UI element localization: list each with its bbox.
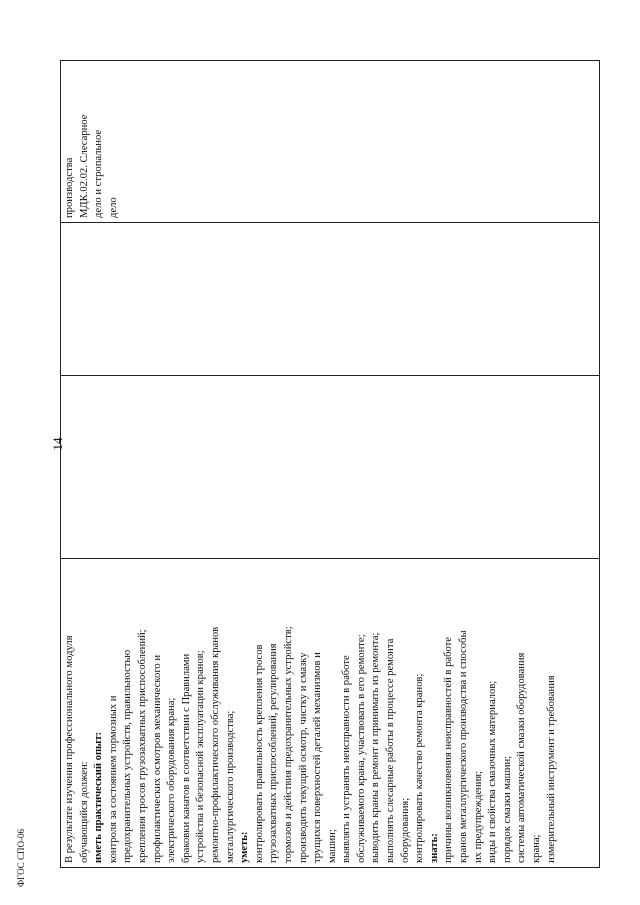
requirement-line: виды и свойства смазочных материалов; xyxy=(487,680,499,863)
requirement-line: контролировать правильность крепления тросов xyxy=(253,644,265,863)
footer-code: ФГОС СПО-06 xyxy=(16,829,26,887)
module-line: производства xyxy=(64,157,75,218)
requirement-line: кранов металлургического производства и способы xyxy=(458,630,470,863)
requirement-line: крана; xyxy=(531,834,542,863)
requirement-line: машин; xyxy=(326,829,338,863)
module-line: МДК.02.02. Слесарное xyxy=(78,114,90,218)
requirement-line: контролировать качество ремонта кранов; xyxy=(414,673,426,863)
table-cell-module xyxy=(60,60,600,223)
competency-table xyxy=(60,60,600,868)
table-cell-requirements xyxy=(60,558,600,868)
section-heading-experience: иметь практический опыт: xyxy=(93,731,105,863)
requirement-line: электрического оборудования крана; xyxy=(166,697,178,863)
requirement-line: предохранительных устройств, правильностью xyxy=(122,649,134,863)
requirement-line: грузозахватных приспособлений, регулирования xyxy=(268,643,280,863)
requirement-line: выявлять и устранять неисправности в работе xyxy=(341,655,353,863)
page-number: 14 xyxy=(50,437,65,451)
requirement-line: трущихся поверхностей деталей механизмов и xyxy=(312,652,324,863)
requirement-line: В результате изучения профессионального модуля xyxy=(64,635,75,863)
requirement-line: тормозов и действия предохранительных устройств; xyxy=(282,626,294,863)
requirement-line: устройства и безопасной эксплуатации кранов; xyxy=(195,650,207,863)
requirement-line: порядок смазки машин; xyxy=(501,755,513,863)
section-heading-skills: уметь: xyxy=(239,831,251,863)
table-cell-empty xyxy=(60,375,600,559)
requirement-line: системы автоматической смазки оборудования xyxy=(516,652,528,863)
section-heading-knowledge: знать: xyxy=(428,833,440,863)
requirement-line: контроля за состоянием тормозных и xyxy=(107,695,119,863)
module-line: дело xyxy=(107,197,119,218)
requirement-line: обучающийся должен: xyxy=(78,761,90,863)
requirement-line: ремонтно-профилактического обслуживания кранов xyxy=(209,626,221,863)
requirement-line-truncated: измерительный инструмент и требования xyxy=(545,675,557,863)
module-line: дело и стропальное xyxy=(93,129,105,218)
requirement-line: браковки канатов в соответствии с Правилами xyxy=(180,653,192,863)
requirement-line: профилактических осмотров механического и xyxy=(151,654,163,863)
requirement-line: крепления тросов грузозахватных приспособлений; xyxy=(136,629,148,863)
requirement-line: оборудования; xyxy=(399,797,411,863)
requirement-line: выполнять слесарные работы в процессе ремонта xyxy=(385,638,397,863)
requirement-line: металлургического производства; xyxy=(224,710,236,863)
requirement-line: их предупреждения; xyxy=(472,770,484,863)
requirement-line: выводить краны в ремонт и принимать из ремонта; xyxy=(370,632,382,863)
requirement-line: производить текущий осмотр, чистку и смазку xyxy=(297,652,309,863)
requirement-line: причины возникновения неисправностей в работе xyxy=(443,637,455,863)
table-cell-empty xyxy=(60,222,600,376)
requirement-line: обслуживаемого крана, участвовать в его ремонте; xyxy=(355,634,367,863)
